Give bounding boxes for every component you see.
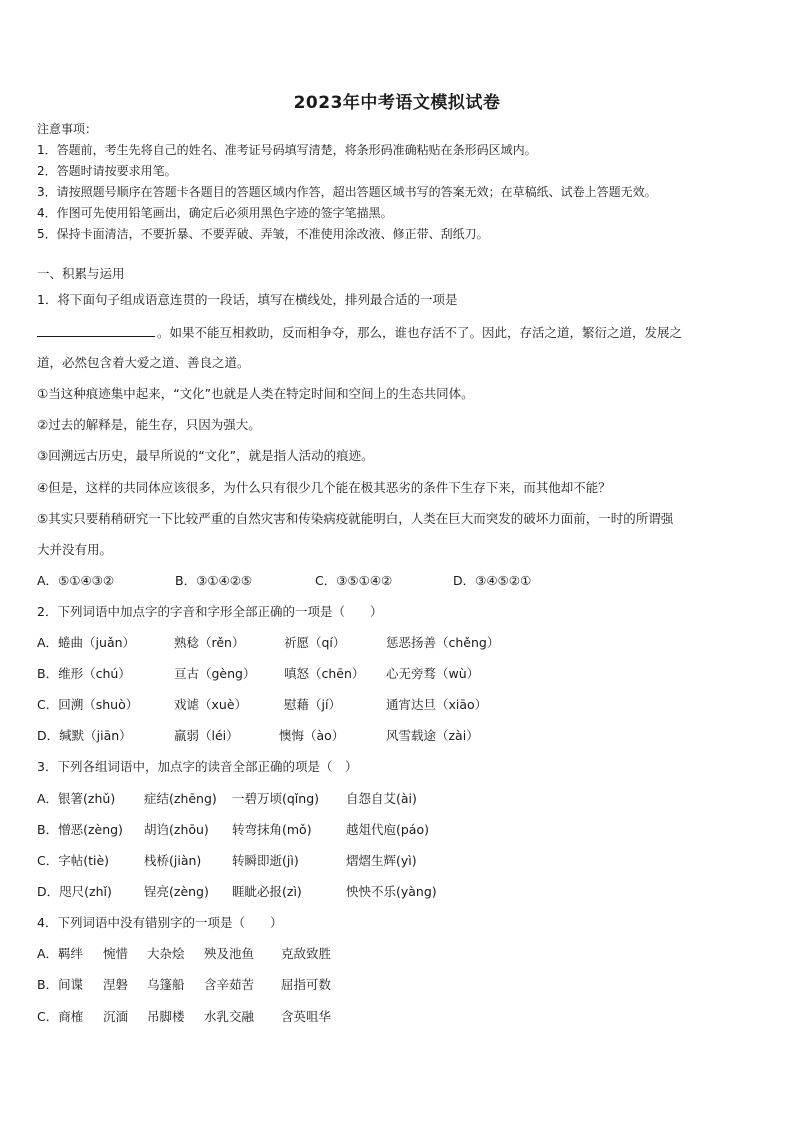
option-word: 一碧万顷(qǐng): [232, 791, 320, 806]
question-3-option-row[interactable]: [37, 822, 429, 838]
notice-item: 2．答题时请按要求用笔。: [37, 164, 177, 178]
question-2-option-row[interactable]: [37, 728, 479, 744]
option-word: 水乳交融: [204, 1009, 255, 1024]
notice-item: 1．答题前，考生先将自己的姓名、准考证号码填写清楚，将条形码准确粘贴在条形码区域内。: [37, 143, 537, 157]
question-4-option-row[interactable]: [37, 977, 331, 993]
option-word: 转瞬即逝(jì): [232, 853, 299, 868]
option-word: 懊悔（ào）: [279, 728, 345, 743]
option-word: 克敌致胜: [281, 946, 332, 961]
sentence-5: ⑤其实只要稍稍研究一下比较严重的自然灾害和传染病疫就能明白，人类在巨大而突发的破坏力面前，一时的所谓强: [37, 511, 674, 526]
option-word: 乌篷船: [147, 977, 185, 992]
option-word: B．憎恶(zèng): [37, 822, 123, 837]
page-title: 2023年中考语文模拟试卷: [293, 93, 501, 113]
option-word: 风雪载途（zài）: [386, 728, 479, 743]
option-word: 含英咀华: [281, 1009, 332, 1024]
option-word: 转弯抹角(mǒ): [232, 822, 312, 837]
question-3-option-row[interactable]: [37, 853, 417, 869]
notice-item: 4．作图可先使用铅笔画出，确定后必须用黑色字迹的签字笔描黑。: [37, 206, 393, 220]
option-word: C．字帖(tiè): [37, 853, 110, 868]
question-2-stem: 2．下列词语中加点字的字音和字形全部正确的一项是（ ）: [37, 604, 383, 619]
option-word: A．羁绊: [37, 946, 84, 961]
option-word: B．维形（chú）: [37, 666, 131, 681]
option-word: 熟稔（rěn）: [174, 635, 245, 650]
question-1-options: [37, 573, 531, 589]
notice-item: 5．保持卡面清洁，不要折暴、不要弄破、弄皱，不准使用涂改液、修正带、刮纸刀。: [37, 227, 489, 241]
question-1-line2: [37, 324, 757, 341]
question-2-option-row[interactable]: [37, 635, 499, 651]
option-word: 睚眦必报(zì): [232, 884, 302, 899]
option-word: 胡诌(zhōu): [144, 822, 209, 837]
option-word: 慰藉（jí）: [284, 697, 341, 712]
question-4-option-row[interactable]: [37, 946, 331, 962]
option-word: 含辛茹苦: [204, 977, 255, 992]
option-word: 沉湎: [103, 1009, 129, 1024]
option-word: 心无旁骛（wù）: [386, 666, 480, 681]
question-2-option-row[interactable]: [37, 666, 479, 682]
option-word: C．商榷: [37, 1009, 84, 1024]
option-b[interactable]: B．③①④②⑤: [175, 573, 253, 588]
option-c[interactable]: C．③⑤①④②: [315, 573, 393, 588]
option-word: 涅磐: [103, 977, 129, 992]
option-word: 惩恶扬善（chěng）: [386, 635, 500, 650]
option-word: 殃及池鱼: [204, 946, 255, 961]
question-3-option-row[interactable]: [37, 791, 417, 807]
option-word: 熠熠生辉(yì): [346, 853, 417, 868]
option-word: 祈愿（qí）: [284, 635, 346, 650]
sentence-5-cont: 大并没有用。: [37, 542, 113, 557]
option-word: 羸弱（léi）: [174, 728, 239, 743]
option-word: 栈桥(jiàn): [144, 853, 202, 868]
question-2-option-row[interactable]: [37, 697, 487, 713]
question-1-text: 。如果不能互相救助，反而相争夺，那么，谁也存活不了。因此，存活之道，繁衍之道，发展之: [157, 325, 683, 340]
option-word: 越俎代庖(páo): [346, 822, 429, 837]
section-heading: 一、积累与运用: [37, 266, 125, 281]
option-word: 戏谑（xuè）: [174, 697, 248, 712]
question-4-stem: 4．下列词语中没有错别字的一项是（ ）: [37, 915, 283, 930]
answer-blank[interactable]: [37, 324, 155, 337]
option-word: 症结(zhēng): [144, 791, 217, 806]
option-word: A．银箸(zhǔ): [37, 791, 116, 806]
option-word: 吊脚楼: [147, 1009, 185, 1024]
sentence-1: ①当这种痕迹集中起来，“文化”也就是人类在特定时间和空间上的生态共同体。: [37, 386, 474, 401]
question-3-stem: 3．下列各组词语中，加点字的读音全部正确的项是（ ）: [37, 759, 358, 774]
option-word: 大杂烩: [147, 946, 185, 961]
option-word: 惋惜: [103, 946, 129, 961]
question-3-option-row[interactable]: [37, 884, 437, 900]
option-word: 锃亮(zèng): [144, 884, 209, 899]
option-word: A．蜷曲（juǎn）: [37, 635, 136, 650]
option-word: D．缄默（jiān）: [37, 728, 132, 743]
option-word: 嗔怒（chēn）: [284, 666, 365, 681]
sentence-4: ④但是，这样的共同体应该很多，为什么只有很少几个能在极其恶劣的条件下生存下来，而其他却不能？: [37, 480, 611, 495]
sentence-3: ③回溯远古历史，最早所说的“文化”，就是指人活动的痕迹。: [37, 448, 374, 463]
option-word: B．间谍: [37, 977, 84, 992]
option-word: 亘古（gèng）: [174, 666, 256, 681]
notice-item: 3．请按照题号顺序在答题卡各题目的答题区域内作答，超出答题区域书写的答案无效；在草稿纸、试卷上答题无效。: [37, 185, 657, 199]
sentence-2: ②过去的解释是，能生存，只因为强大。: [37, 417, 261, 432]
option-word: 怏怏不乐(yàng): [346, 884, 437, 899]
option-word: D．咫尺(zhǐ): [37, 884, 112, 899]
option-a[interactable]: A．⑤①④③②: [37, 573, 115, 588]
question-1-stem: 1．将下面句子组成语意连贯的一段话，填写在横线处，排列最合适的一项是: [37, 292, 458, 307]
notice-heading: 注意事项：: [37, 122, 98, 136]
option-word: 通宵达旦（xiāo）: [386, 697, 488, 712]
option-word: C．回溯（shuò）: [37, 697, 139, 712]
question-4-option-row[interactable]: [37, 1009, 331, 1025]
question-1-line3: 道，必然包含着大爱之道、善良之道。: [37, 355, 250, 370]
option-word: 屈指可数: [281, 977, 332, 992]
option-d[interactable]: D．③④⑤②①: [453, 573, 532, 588]
option-word: 自怨自艾(ài): [346, 791, 417, 806]
